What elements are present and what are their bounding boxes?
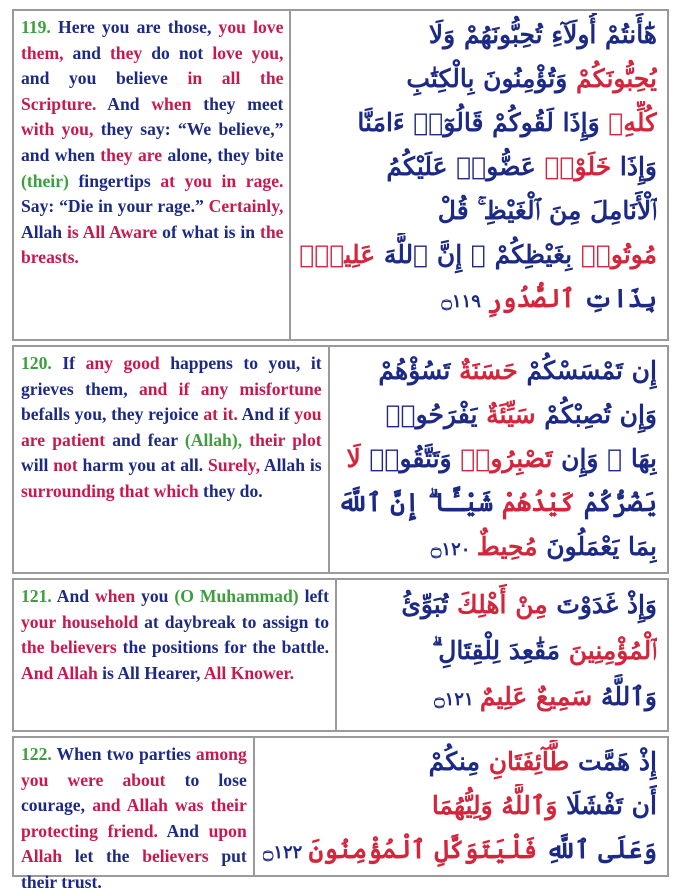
translation-phrase: is All Hearer,	[102, 662, 204, 683]
arabic-line	[345, 582, 657, 628]
arabic-phrase: لَا	[346, 444, 361, 473]
translation-phrase: at you in rage.	[160, 170, 284, 191]
arabic-phrase: طَّآئِفَتَانِ	[479, 747, 570, 776]
verse-number: 122.	[21, 744, 52, 764]
arabic-line	[263, 828, 657, 875]
arabic-phrase: يُحِبُّونَكُمْ	[567, 64, 657, 93]
arabic-phrase: شَيْـًٔا ۗ إِنَّ ٱللَّهَ	[337, 488, 494, 517]
translation-phrase: do not	[151, 42, 213, 63]
translation-phrase: befalls you, they rejoice	[21, 404, 204, 425]
arabic-phrase: كَيْدُهُمْ	[493, 488, 576, 517]
arabic-phrase: بِذَاتِ	[575, 284, 657, 313]
arabic-phrase: بِغَيْظِكُمْ ۗ إِنَّ ٱللَّهَ	[375, 240, 573, 269]
translation-phrase: and if any misfortune	[138, 378, 322, 399]
translation-phrase: they do.	[203, 480, 263, 501]
arabic-phrase: ٱلصُّدُورِ	[487, 284, 576, 313]
translation-phrase: and you believe	[21, 68, 188, 89]
translation-phrase: love you,	[212, 42, 284, 63]
arabic-line	[338, 393, 657, 437]
translation-phrase: at it.	[203, 404, 242, 425]
arabic-line	[338, 349, 657, 393]
arabic-phrase: يَضُرُّكُمْ	[575, 488, 657, 517]
english-translation	[14, 347, 330, 572]
arabic-phrase: وَإِذَا	[611, 152, 657, 181]
translation-phrase: the believers	[21, 637, 123, 658]
arabic-line	[299, 57, 657, 101]
translation-phrase: the positions for the battle.	[122, 637, 329, 658]
translation-phrase: your household	[21, 611, 145, 632]
translation-phrase: When two parties	[51, 744, 196, 764]
translation-phrase: And	[107, 93, 152, 114]
translation-phrase: surrounding that which	[21, 480, 204, 501]
arabic-phrase: عَلِيمٌۢ	[299, 240, 376, 269]
english-translation	[14, 580, 337, 730]
translation-phrase: they are	[100, 144, 168, 165]
translation-phrase: And	[51, 586, 96, 606]
arabic-phrase: سَمِيعٌ عَلِيمٌ	[479, 682, 593, 711]
arabic-line	[299, 233, 657, 277]
arabic-line	[263, 740, 657, 784]
translation-phrase: is All Aware	[66, 221, 163, 242]
arabic-phrase: بِهَا ۖ وَإِن	[552, 444, 657, 473]
arabic-phrase: مَقَٰعِدَ لِلْقِتَالِ ۗ	[432, 636, 561, 665]
arabic-line	[345, 628, 657, 674]
translation-phrase: when	[151, 93, 204, 114]
arabic-phrase: حَسَنَةٌ	[450, 356, 518, 385]
arabic-line	[338, 437, 657, 481]
translation-phrase: you are patient	[21, 404, 322, 450]
translation-phrase: and fear	[112, 429, 185, 450]
arabic-line	[299, 101, 657, 145]
arabic-line	[263, 784, 657, 828]
arabic-line	[299, 189, 657, 233]
arabic-text	[291, 11, 667, 339]
arabic-phrase: تَسُؤْهُمْ	[378, 356, 451, 385]
arabic-line	[345, 674, 657, 723]
arabic-phrase: ٱلْمُؤْمِنِينَ	[560, 636, 657, 665]
translation-phrase: Certainly,	[208, 196, 284, 217]
arabic-phrase: أَن تَفْشَلَا	[557, 791, 657, 820]
translation-phrase: (their)	[21, 170, 79, 191]
translation-phrase: they say: “We believe,” and when	[21, 119, 284, 165]
translation-phrase: with you,	[21, 119, 101, 140]
translation-phrase: will	[21, 455, 54, 476]
arabic-line	[299, 277, 657, 324]
translation-phrase: Allah is	[263, 455, 322, 476]
translation-phrase: fingertips	[78, 170, 161, 191]
translation-phrase: not	[53, 455, 83, 476]
translation-phrase: believers	[142, 846, 222, 867]
arabic-line	[338, 525, 657, 572]
translation-phrase: If	[51, 353, 86, 373]
translation-phrase: and Allah was their protecting friend.	[21, 795, 247, 841]
translation-phrase: among you were about	[21, 744, 247, 790]
arabic-line	[299, 145, 657, 189]
translation-phrase: upon Allah	[21, 820, 247, 867]
arabic-phrase: ٱلْأَنَامِلَ مِنَ ٱلْغَيْظِ ۚ قُلْ	[437, 196, 657, 225]
arabic-phrase: عَضُّوا۟ عَلَيْكُمُ	[386, 152, 536, 181]
translation-phrase: they	[109, 42, 152, 63]
translation-phrase: And	[166, 820, 209, 841]
translation-phrase: at daybreak to assign to	[144, 611, 329, 632]
arabic-phrase: وَٱللَّهُ وَلِيُّهُمَا	[431, 791, 558, 820]
translation-phrase: happens to you, it grieves them,	[21, 353, 322, 399]
arabic-text	[255, 738, 667, 875]
translation-phrase: alone, they bite	[167, 144, 284, 165]
verse-row	[12, 736, 669, 892]
translation-phrase: when	[95, 586, 142, 606]
arabic-phrase: وَإِذَا لَقُوكُمْ قَالُوٓا۟ ءَامَنَّا	[357, 108, 600, 137]
arabic-phrase: هَٰٓأَنتُمْ أُولَآءِ تُحِبُّونَهُمْ وَلَا	[428, 20, 657, 49]
verse-row	[12, 578, 669, 732]
arabic-line	[299, 13, 657, 57]
translation-phrase: (O Muhammad)	[174, 586, 305, 606]
arabic-text	[330, 347, 667, 572]
ayah-end-marker: ۝١١٩	[441, 291, 488, 312]
arabic-phrase: يَفْرَحُوا۟	[385, 400, 478, 429]
translation-phrase: of what is in	[162, 221, 260, 242]
arabic-phrase: مُوتُوا۟	[572, 240, 657, 269]
arabic-phrase: وَتُؤْمِنُونَ بِالْكِتَٰبِ	[406, 64, 568, 93]
arabic-phrase: إِذْ هَمَّت	[569, 747, 657, 776]
translation-phrase: Here you are those,	[50, 17, 219, 37]
ayah-end-marker: ۝١٢١	[434, 689, 480, 710]
translation-phrase: (Allah),	[184, 429, 250, 450]
verse-number: 119.	[21, 17, 51, 37]
translation-phrase: And if	[241, 404, 295, 425]
translation-phrase: and	[72, 42, 110, 63]
translation-phrase: in all the Scripture.	[21, 68, 284, 114]
arabic-line	[338, 481, 657, 525]
translation-phrase: any good	[85, 353, 171, 373]
translation-phrase: you	[141, 586, 175, 606]
arabic-phrase: وَٱللَّهُ	[592, 682, 657, 711]
ayah-end-marker: ۝١٢٢	[262, 842, 309, 863]
verse-table	[12, 9, 669, 892]
translation-phrase: All Knower.	[203, 662, 295, 683]
arabic-phrase: وَتَتَّقُوا۟	[360, 444, 452, 473]
translation-phrase: left	[304, 586, 330, 606]
translation-phrase: their plot	[249, 429, 322, 450]
english-translation	[14, 11, 291, 339]
arabic-phrase: خَلَوْا۟	[535, 152, 612, 181]
translation-phrase: And Allah	[21, 662, 103, 683]
verse-number: 120.	[21, 353, 52, 373]
english-translation	[14, 738, 255, 892]
arabic-phrase: وَإِذْ غَدَوْتَ	[547, 590, 657, 619]
arabic-phrase: كُلِّهِۦ	[599, 108, 657, 137]
arabic-phrase: مِنكُمْ	[428, 747, 480, 776]
translation-phrase: the breasts.	[21, 221, 284, 268]
arabic-phrase: مِنْ أَهْلِكَ	[448, 590, 548, 619]
arabic-phrase: إِن تَمْسَسْكُمْ	[517, 356, 657, 385]
verse-row	[12, 345, 669, 574]
ayah-end-marker: ۝١٢٠	[430, 539, 477, 560]
translation-phrase: Surely,	[208, 455, 264, 476]
translation-phrase: harm you at all.	[82, 455, 209, 476]
translation-phrase: Allah	[21, 221, 67, 242]
translation-phrase: let the	[74, 846, 143, 867]
arabic-phrase: سَيِّئَةٌ	[477, 400, 536, 429]
arabic-phrase: فَلْيَتَوَكَّلِ ٱلْمُؤْمِنُونَ	[308, 835, 538, 864]
arabic-phrase: مُحِيطٌ	[476, 532, 538, 561]
arabic-phrase: تَصْبِرُوا۟	[451, 444, 553, 473]
translation-phrase: Say: “Die in your rage.”	[21, 196, 209, 217]
verse-row	[12, 9, 669, 341]
translation-phrase: they meet	[203, 93, 284, 114]
translation-phrase: you love them,	[21, 17, 284, 63]
arabic-phrase: وَإِن تُصِبْكُمْ	[535, 400, 657, 429]
translation-phrase: to lose courage,	[21, 769, 247, 816]
arabic-phrase: وَعَلَى ٱللَّهِ	[537, 835, 657, 864]
arabic-text	[337, 580, 667, 730]
translation-phrase: put their trust.	[21, 846, 247, 892]
verse-number: 121.	[21, 586, 52, 606]
arabic-phrase: بِمَا يَعْمَلُونَ	[537, 532, 657, 561]
arabic-phrase: تُبَوِّئُ	[401, 590, 449, 619]
